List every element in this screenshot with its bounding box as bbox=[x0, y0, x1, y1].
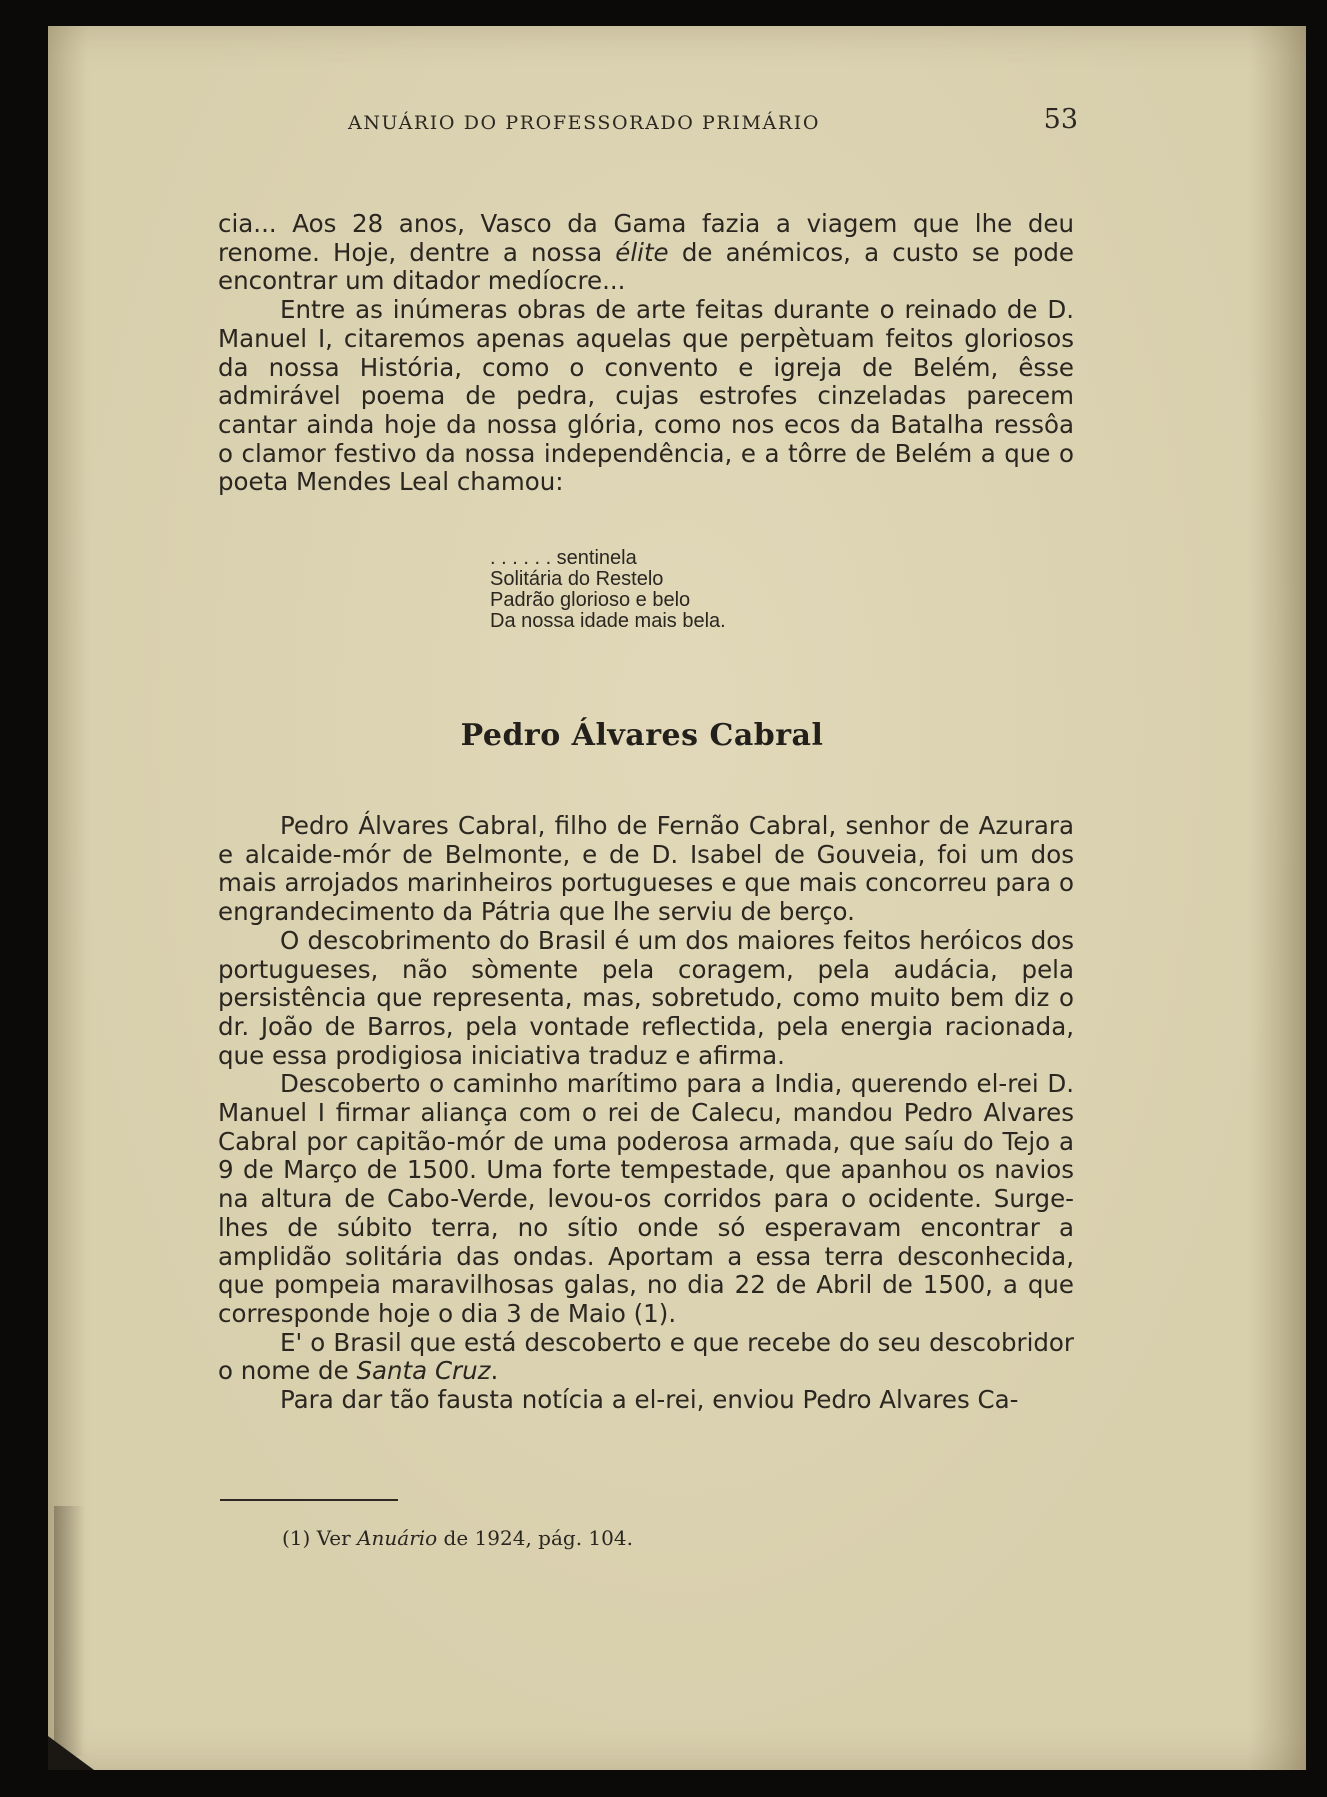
paragraph-vasco-da-gama bbox=[218, 210, 1074, 296]
italic-word-elite: élite bbox=[615, 237, 669, 267]
section-heading bbox=[48, 718, 1306, 753]
verse-line: . . . . . . sentinela bbox=[490, 547, 637, 569]
verse-line: Da nossa idade mais bela. bbox=[490, 610, 726, 632]
page-crease-shadow bbox=[54, 1506, 84, 1756]
book-page bbox=[48, 26, 1306, 1770]
paragraph-santa-cruz bbox=[218, 1329, 1074, 1386]
paragraph-text: de anémicos, a custo se pode encontrar um ditador medíocre... bbox=[218, 237, 1075, 296]
paragraph-discovery-brazil: O descobrimento do Brasil é um dos maiores feitos heróicos dos portugueses, não sòmente pela coragem, pela audácia, pela persistência que representa, mas, sobretudo, como muito bem diz o dr. João de Barros, pela vontade reflectida, pela energia racionada, que essa prodigiosa iniciativa traduz e afirma. bbox=[218, 925, 1074, 1070]
footnote-reference: (1) bbox=[633, 1298, 669, 1328]
footnote-text: de 1924, pág. 104. bbox=[437, 1526, 633, 1550]
paragraph-text: cia... Aos 28 anos, Vasco da Gama fazia a viagem que lhe deu renome. Hoje, dentre a nossa bbox=[218, 209, 1074, 267]
paragraph-text: Descoberto o caminho marítimo para a India, querendo el-rei D. Manuel I firmar aliança com o rei de Calecu, mandou Pedro Alvares Cabral por capitão-mór de uma poderosa armada, que saíu do Tejo a 9 de Março de 1500. Uma forte tempestade, que apanhou os navios na altura de Cabo-Verde, levou-os corridos para o ocidente. Surge-lhes de súbito terra, no sítio onde só esperavam encontrar a amplidão solitária das ondas. Aportam a essa terra desconhecida, que pompeia maravilhosas galas, no dia 22 de Abril de 1500, a que corresponde hoje o dia 3 de Maio bbox=[218, 1069, 1074, 1328]
footnote-italic-title: Anuário bbox=[357, 1526, 438, 1550]
paragraph-voyage bbox=[218, 1070, 1074, 1328]
footnote-marker: (1) bbox=[282, 1526, 311, 1550]
paragraph-text: . bbox=[490, 1356, 499, 1386]
page-number: 53 bbox=[1043, 104, 1078, 135]
italic-name-santa-cruz: Santa Cruz bbox=[356, 1356, 491, 1386]
verse-line: Solitária do Restelo bbox=[490, 568, 664, 590]
opening-text-block bbox=[218, 210, 1074, 497]
section-heading-text: Pedro Álvares Cabral bbox=[460, 718, 824, 753]
footnote-divider bbox=[220, 1499, 398, 1501]
paragraph-cabral-origin: Pedro Álvares Cabral, filho de Fernão Cabral, senhor de Azurara e alcaide-mór de Belmonte, e de D. Isabel de Gouveia, foi um dos mais arrojados marinheiros portugueses e que mais concorreu para o engrandecimento da Pátria que lhe serviu de berço. bbox=[218, 811, 1074, 927]
paragraph-text: . bbox=[668, 1298, 677, 1328]
footnote-text: Ver bbox=[310, 1526, 358, 1550]
running-header-title: ANUÁRIO DO PROFESSORADO PRIMÁRIO bbox=[348, 112, 821, 134]
verse-line: Padrão glorioso e belo bbox=[490, 589, 691, 611]
verse-quotation bbox=[490, 548, 726, 632]
paragraph-text: E' o Brasil que está descoberto e que recebe do seu descobridor o nome de bbox=[218, 1327, 1074, 1386]
running-header bbox=[348, 104, 1078, 144]
cabral-text-block bbox=[218, 812, 1074, 1415]
paragraph-news-to-king: Para dar tão fausta notícia a el-rei, enviou Pedro Alvares Ca- bbox=[280, 1385, 1019, 1415]
paragraph-d-manuel-works: Entre as inúmeras obras de arte feitas durante o reinado de D. Manuel I, citaremos apenas aquelas que perpètuam feitos gloriosos da nossa História, como o convento e igreja de Belém, êsse admirável poema de pedra, cujas estrofes cinzeladas parecem cantar ainda hoje da nossa glória, como nos ecos da Batalha ressôa o clamor festivo da nossa independência, e a tôrre de Belém a que o poeta Mendes Leal chamou: bbox=[218, 295, 1074, 497]
footnote bbox=[282, 1526, 633, 1550]
